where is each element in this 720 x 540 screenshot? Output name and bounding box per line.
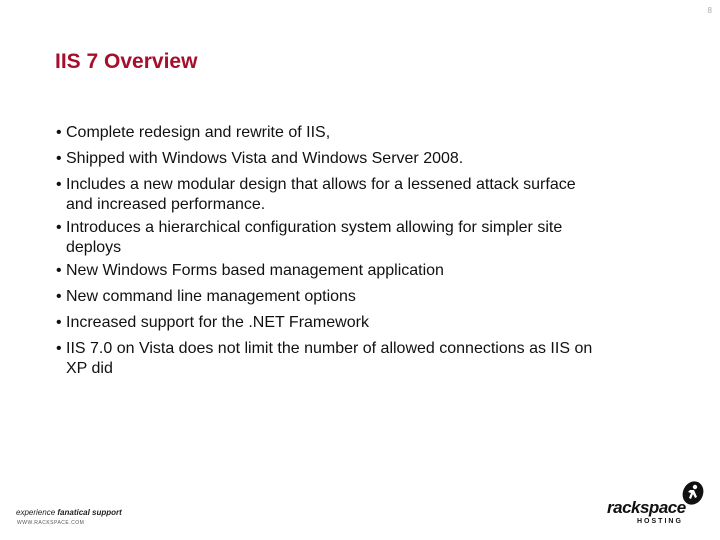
bullet-item xyxy=(56,120,696,146)
bullet-item xyxy=(56,146,696,172)
bullet-continuation: XP did xyxy=(66,360,113,377)
page-number: 8 xyxy=(707,6,712,15)
bullet-text: New command line management options xyxy=(66,288,356,305)
bullet-item xyxy=(56,310,696,336)
bullet-text: Includes a new modular design that allows for a lessened attack surface xyxy=(66,176,576,193)
tagline-bold: fanatical support xyxy=(57,508,122,517)
bullet-item xyxy=(56,258,696,284)
rackspace-logo xyxy=(605,480,715,530)
bullet-text: Introduces a hierarchical configuration system allowing for simpler site xyxy=(66,219,563,236)
logo-wordmark: rackspace xyxy=(607,498,686,517)
bullet-continuation: and increased performance. xyxy=(66,196,266,213)
bullet-text: New Windows Forms based management application xyxy=(66,262,444,279)
logo-subtitle: HOSTING xyxy=(637,518,683,525)
bullet-list xyxy=(56,120,696,379)
slide-title: IIS 7 Overview xyxy=(55,50,198,73)
bullet-continuation: deploys xyxy=(66,239,122,256)
bullet-text: Complete redesign and rewrite of IIS, xyxy=(66,124,331,141)
bullet-text: Increased support for the .NET Framework xyxy=(66,314,369,331)
footer-tagline xyxy=(16,508,122,517)
bullet-item xyxy=(56,215,696,258)
tagline-prefix: experience xyxy=(16,508,56,517)
bullet-item xyxy=(56,336,696,379)
bullet-item xyxy=(56,284,696,310)
footer-url: WWW.RACKSPACE.COM xyxy=(17,520,85,526)
bullet-text: Shipped with Windows Vista and Windows Server 2008. xyxy=(66,150,464,167)
bullet-text: IIS 7.0 on Vista does not limit the number of allowed connections as IIS on xyxy=(66,340,593,357)
bullet-item xyxy=(56,172,696,215)
